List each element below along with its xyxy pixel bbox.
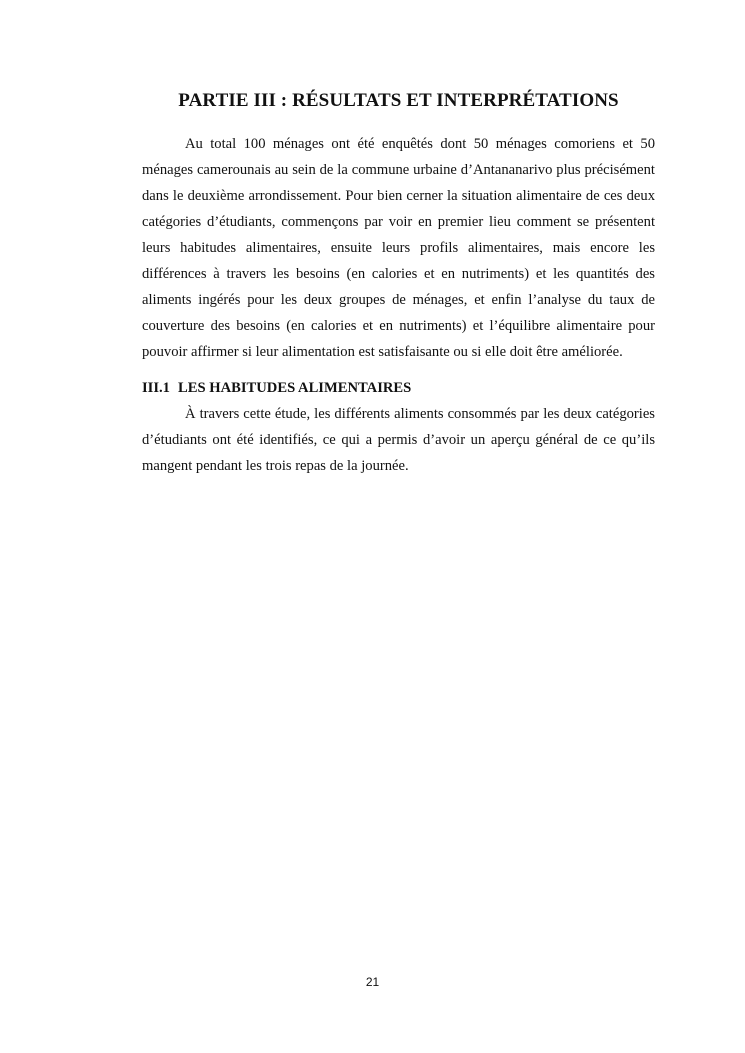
page-number: 21 — [365, 975, 380, 989]
section-heading — [142, 375, 655, 401]
section-paragraph: À travers cette étude, les différents aliments consommés par les deux catégories d’étudiants ont été identifiés, ce qui a permis d’avoir un aperçu général de ce qu’ils mangent pendant les trois repas de la journée. — [142, 406, 655, 474]
page-title: PARTIE III : RÉSULTATS ET INTERPRÉTATIONS — [178, 90, 619, 111]
intro-paragraph: Au total 100 ménages ont été enquêtés dont 50 ménages comoriens et 50 ménages camerounais au sein de la commune urbaine d’Antananarivo plus précisément dans le deuxième arrondissement. Pour bien cerner la situation alimentaire de ces deux catégories d’étudiants, commençons par voir en premier lieu comment se présentent leurs habitudes alimentaires, ensuite leurs profils alimentaires, mais encore les différences à travers les besoins (en calories et en nutriments) et les quantités des aliments ingérés pour les deux groupes de ménages, et enfin l’analyse du taux de couverture des besoins (en calories et en nutriments) et l’équilibre alimentaire pour pouvoir affirmer si leur alimentation est satisfaisante ou si elle doit être améliorée. — [142, 136, 655, 360]
section-title: LES HABITUDES ALIMENTAIRES — [177, 380, 412, 396]
section-number: III.1 — [142, 380, 170, 396]
document-body — [142, 131, 655, 479]
